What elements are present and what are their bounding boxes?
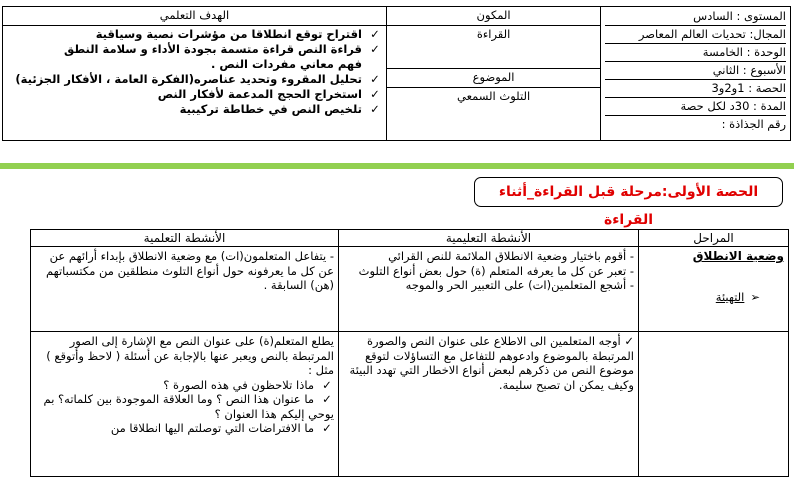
teaching-activities-header: الأنشطة التعليمية (339, 230, 639, 247)
topic-value: التلوث السمعي (386, 88, 600, 141)
week-label: الأسبوع : الثاني (605, 62, 786, 80)
component-header: المكون (386, 7, 600, 26)
objectives-list (7, 27, 382, 117)
stage-item: ➢التهيئة (715, 289, 760, 304)
lesson-info-table (2, 6, 791, 141)
check-icon: ✓ (322, 421, 332, 435)
lesson-meta-cell (601, 7, 791, 141)
learning-line: - يتفاعل المتعلمون(ات) مع وضعية الانطلاق بإبداء أرائهم عن عن كل ما يعرفونه حول أنواع التلوث منطلقين من مكتسباتهم (هن) السابقة . (46, 249, 334, 292)
objective-item: ✓تلخيص النص في خطاطة تركيبية (7, 102, 382, 117)
objective-item: ✓استخراج الحجج المدعمة لأفكار النص (7, 87, 382, 102)
unit-label: الوحدة : الخامسة (605, 44, 786, 62)
learning-activities-header: الأنشطة التعلمية (31, 230, 339, 247)
learning-questions-list (35, 378, 334, 436)
check-icon: ✓ (370, 72, 380, 86)
learning-cell (31, 247, 339, 332)
component-value: القراءة (386, 26, 600, 69)
green-divider-bar (0, 163, 794, 169)
check-icon: ✓ (370, 42, 380, 56)
learning-cell (31, 332, 339, 477)
stages-header: المراحل (639, 230, 789, 247)
objective-item: فهم معاني مفردات النص . (210, 57, 362, 71)
list-item: ✓ما عنوان هذا النص ؟ وما العلاقة الموجودة بين كلماته؟ بم يوحي إليكم هذا العنوان ؟ (43, 392, 334, 421)
check-icon: ✓ (370, 27, 380, 41)
teaching-cell (339, 332, 639, 477)
passport-number-label: رقم الجذاذة : (721, 117, 786, 131)
objective-header: الهدف التعلمي (3, 7, 387, 26)
check-icon: ✓ (322, 377, 332, 392)
objective-item: ✓تحليل المقروء وتحديد عناصره(الفكرة العامة ، الأفكار الجزئية) (7, 72, 382, 87)
check-icon: ✓ (370, 102, 380, 116)
session-title-box: الحصة الأولى:مرحلة قبل القراءة_أثناء القراءة (474, 177, 783, 207)
stage-cell (639, 332, 789, 477)
teaching-line: - تعبر عن كل ما يعرفه المتعلم (ة) حول بعض أنواع التلوث (358, 263, 634, 278)
objective-item: ✓اقتراح توقع انطلاقا من مؤشرات نصية وسياقية (7, 27, 382, 42)
domain-label: المجال: تحديات العالم المعاصر (605, 26, 786, 44)
teaching-line: - أشجع المتعلمين(ات) على التعبير الحر والموجه (405, 278, 634, 292)
duration-label: المدة : 30د لكل حصة (605, 98, 786, 116)
stage-cell (639, 247, 789, 332)
level-label: المستوى : السادس (605, 8, 786, 26)
teaching-line: - أقوم باختيار وضعية الانطلاق الملائمة للنص القرائي (388, 249, 634, 263)
check-icon: ✓ (322, 392, 332, 406)
objectives-cell (3, 26, 387, 141)
activities-table (30, 229, 789, 477)
learning-intro: يطلع المتعلم(ة) على عنوان النص مع الإشارة إلى الصور المرتبطة بالنص ويعبر عنها بالإجابة عن أسئلة ( لاحظ وأتوقع ) مثل : (46, 334, 334, 377)
teaching-line: ✓ أوجه المتعلمين الى الاطلاع على عنوان النص والصورة المرتبطة بالموضوع وادعوهم للتفاعل مع التساؤلات لتوقع موضوع النص من ذكرهم لبعض أنواع الاخطار التي تهدد البيئة وكيف يمكن ان تصبح سليمة. (349, 334, 634, 392)
check-icon: ✓ (370, 87, 380, 101)
session-label: الحصة : 1و2و3 (605, 80, 786, 98)
objective-item: ✓قراءة النص قراءة متسمة بجودة الأداء و سلامة النطق (7, 42, 382, 57)
arrow-bullet-icon: ➢ (750, 289, 760, 304)
teaching-cell (339, 247, 639, 332)
list-item: ✓ما الافتراضات التي توصلتم اليها انطلاقا من (35, 421, 334, 436)
stage-title: وضعية الانطلاق (692, 249, 784, 263)
topic-header: الموضوع (386, 69, 600, 88)
list-item: ✓ماذا تلاحظون في هذه الصورة ؟ (35, 378, 334, 393)
